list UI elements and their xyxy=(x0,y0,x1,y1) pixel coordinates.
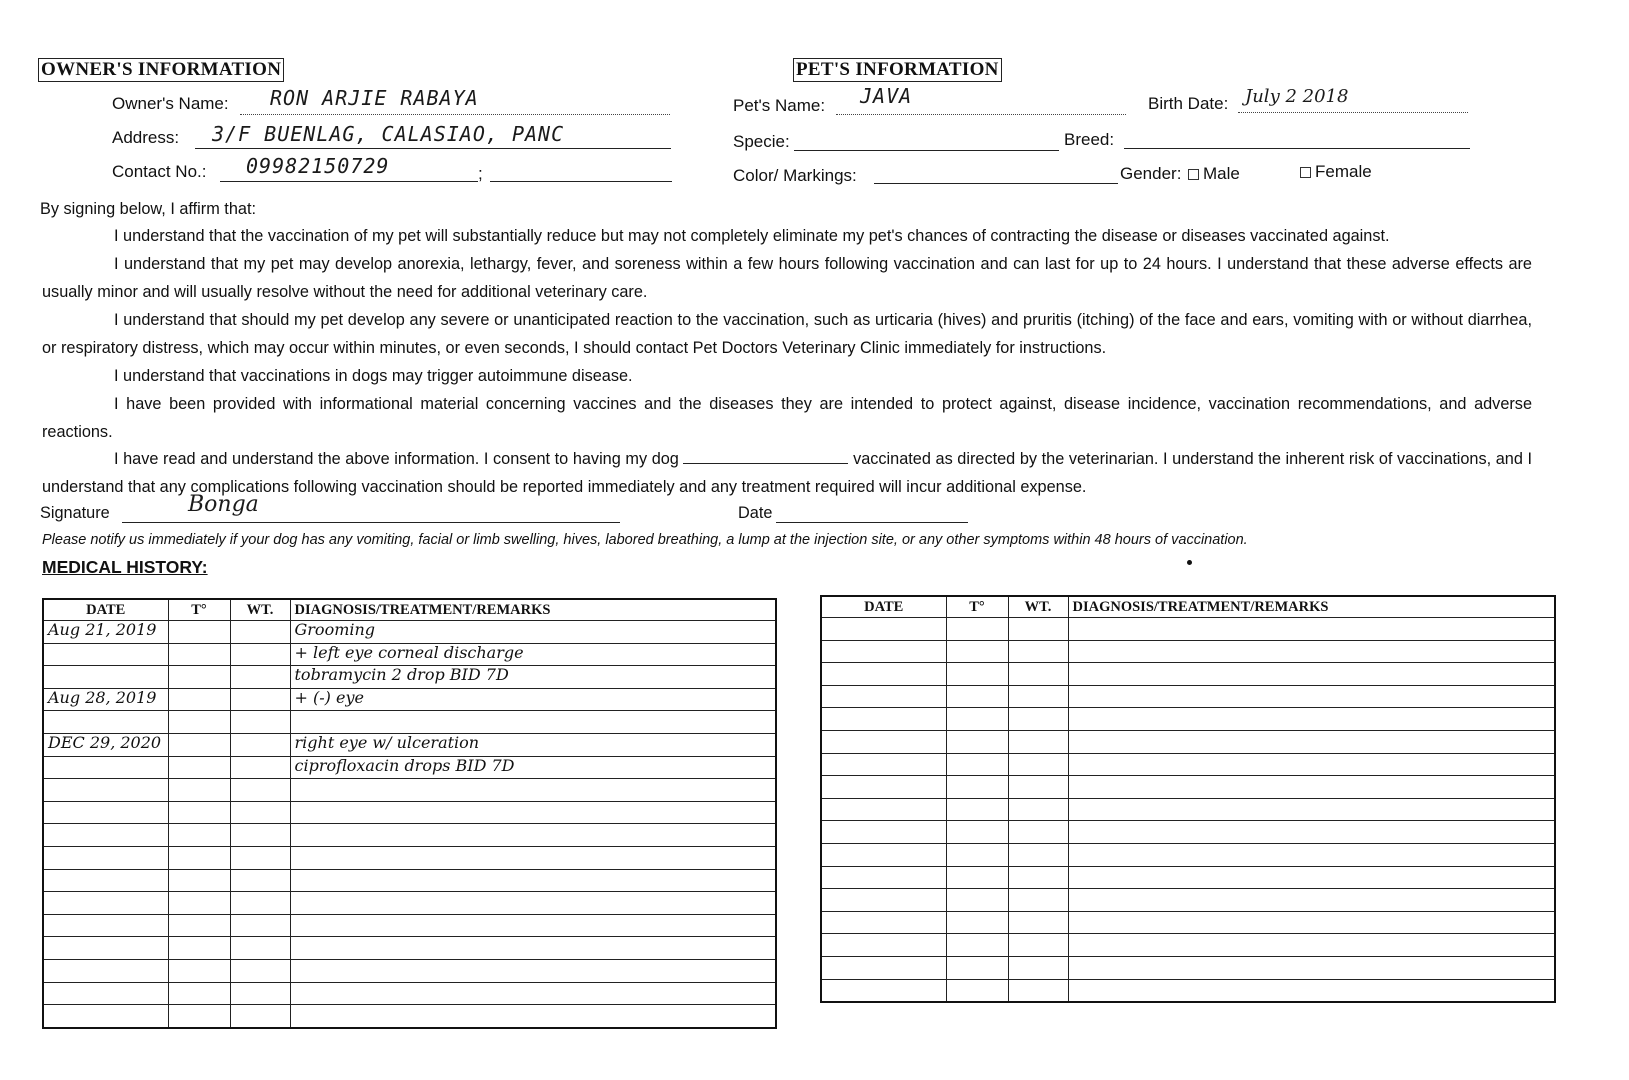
date-cell[interactable]: Aug 28, 2019 xyxy=(43,688,168,711)
table-row xyxy=(43,846,776,869)
table-row xyxy=(43,688,776,711)
weight-cell[interactable] xyxy=(1008,753,1068,776)
date-cell[interactable] xyxy=(43,914,168,937)
contact-line-1 xyxy=(220,181,478,182)
date-cell[interactable] xyxy=(821,821,946,844)
diagnosis-column-header: DIAGNOSIS/TREATMENT/REMARKS xyxy=(1068,596,1555,618)
consent-paragraph-3: I understand that should my pet develop any severe or unanticipated reaction to the vaccination, such as urticaria (hives) and pruritis (itching) of the face and ears, vomiting with or without diarrhea, or respiratory distress, which may occur within minutes, or even seconds, I should contact Pet Doctors Veterinary Clinic immediately for instructions. xyxy=(42,311,1532,357)
weight-cell[interactable] xyxy=(230,711,290,734)
temperature-cell[interactable] xyxy=(946,934,1008,957)
weight-cell[interactable] xyxy=(1008,889,1068,912)
temperature-cell[interactable] xyxy=(946,618,1008,641)
contact-value[interactable]: 09982150729 xyxy=(246,154,390,178)
date-column-header: DATE xyxy=(43,599,168,621)
date-cell[interactable] xyxy=(821,934,946,957)
table-row xyxy=(821,640,1555,663)
temperature-cell[interactable] xyxy=(946,821,1008,844)
date-cell[interactable] xyxy=(43,779,168,802)
date-cell[interactable] xyxy=(821,911,946,934)
weight-cell[interactable] xyxy=(230,779,290,802)
diagnosis-cell[interactable] xyxy=(1068,618,1555,641)
weight-cell[interactable] xyxy=(1008,911,1068,934)
weight-cell[interactable] xyxy=(230,688,290,711)
date-cell[interactable] xyxy=(43,846,168,869)
weight-cell[interactable] xyxy=(230,621,290,644)
table-row xyxy=(43,869,776,892)
weight-cell[interactable] xyxy=(230,733,290,756)
table-row xyxy=(821,708,1555,731)
temperature-cell[interactable] xyxy=(946,708,1008,731)
diagnosis-cell[interactable] xyxy=(290,846,776,869)
weight-cell[interactable] xyxy=(230,959,290,982)
table-row xyxy=(821,776,1555,799)
diagnosis-cell[interactable] xyxy=(290,1005,776,1028)
date-cell[interactable] xyxy=(821,843,946,866)
diagnosis-cell[interactable] xyxy=(1068,821,1555,844)
temperature-cell[interactable] xyxy=(168,1005,230,1028)
color-markings-label: Color/ Markings: xyxy=(733,166,857,185)
address-value[interactable]: 3/F BUENLAG, CALASIAO, PANC xyxy=(212,122,565,146)
temperature-cell[interactable] xyxy=(168,937,230,960)
medical-history-title: MEDICAL HISTORY: xyxy=(42,557,208,577)
gender-female-label: Female xyxy=(1315,162,1372,181)
table-row xyxy=(821,821,1555,844)
table-row xyxy=(821,618,1555,641)
date-line[interactable] xyxy=(776,522,968,523)
weight-cell[interactable] xyxy=(230,643,290,666)
date-cell[interactable] xyxy=(43,824,168,847)
table-row xyxy=(821,934,1555,957)
address-line xyxy=(195,148,671,149)
diagnosis-cell[interactable] xyxy=(1068,663,1555,686)
diagnosis-cell[interactable]: ciprofloxacin drops BID 7D xyxy=(290,756,776,779)
table-row xyxy=(43,1005,776,1028)
temperature-cell[interactable] xyxy=(168,892,230,915)
diagnosis-cell[interactable]: Grooming xyxy=(290,621,776,644)
consent-intro: By signing below, I affirm that: xyxy=(40,200,256,218)
signature-line[interactable] xyxy=(122,522,620,523)
signature-label: Signature xyxy=(40,504,110,522)
temperature-cell[interactable] xyxy=(946,640,1008,663)
contact-label: Contact No.: xyxy=(112,162,207,181)
weight-cell[interactable] xyxy=(230,914,290,937)
date-cell[interactable] xyxy=(821,956,946,979)
table-row xyxy=(43,643,776,666)
date-cell[interactable] xyxy=(43,643,168,666)
table-row xyxy=(821,753,1555,776)
gender-male-label: Male xyxy=(1203,164,1240,183)
signature-value: Bonga xyxy=(188,492,259,517)
temperature-cell[interactable] xyxy=(946,730,1008,753)
date-cell[interactable] xyxy=(821,618,946,641)
diagnosis-cell[interactable] xyxy=(290,937,776,960)
diagnosis-cell[interactable] xyxy=(290,779,776,802)
table-row xyxy=(43,801,776,824)
table-header-row xyxy=(821,596,1555,618)
notice-text: Please notify us immediately if your dog has any vomiting, facial or limb swelling, hives, labored breathing, a lump at the injection site, or any other symptoms within 48 hours of vaccination. xyxy=(42,532,1248,548)
date-cell[interactable] xyxy=(821,866,946,889)
diagnosis-cell[interactable] xyxy=(290,711,776,734)
weight-cell[interactable] xyxy=(1008,685,1068,708)
date-cell[interactable] xyxy=(43,937,168,960)
table-row xyxy=(43,711,776,734)
gender-male-option[interactable] xyxy=(1188,164,1240,184)
weight-cell[interactable] xyxy=(1008,843,1068,866)
diagnosis-cell[interactable] xyxy=(1068,730,1555,753)
table-row xyxy=(821,685,1555,708)
owner-section-title: OWNER'S INFORMATION xyxy=(38,58,284,82)
temperature-cell[interactable] xyxy=(168,756,230,779)
weight-cell[interactable] xyxy=(230,982,290,1005)
weight-cell[interactable] xyxy=(230,869,290,892)
table-row xyxy=(43,756,776,779)
weight-cell[interactable] xyxy=(1008,708,1068,731)
date-cell[interactable] xyxy=(43,711,168,734)
temperature-cell[interactable] xyxy=(168,869,230,892)
table-row xyxy=(43,892,776,915)
date-cell[interactable]: Aug 21, 2019 xyxy=(43,621,168,644)
specie-label: Specie: xyxy=(733,132,790,151)
diagnosis-cell[interactable] xyxy=(1068,798,1555,821)
diagnosis-cell[interactable]: tobramycin 2 drop BID 7D xyxy=(290,666,776,689)
date-cell[interactable] xyxy=(43,1005,168,1028)
date-cell[interactable] xyxy=(821,640,946,663)
weight-cell[interactable] xyxy=(1008,821,1068,844)
address-label: Address: xyxy=(112,128,180,147)
owner-name-line xyxy=(240,114,670,115)
date-cell[interactable] xyxy=(43,756,168,779)
diagnosis-cell[interactable] xyxy=(290,982,776,1005)
table-row xyxy=(43,914,776,937)
temperature-cell[interactable] xyxy=(168,621,230,644)
date-cell[interactable] xyxy=(821,730,946,753)
temperature-cell[interactable] xyxy=(946,685,1008,708)
specie-line[interactable] xyxy=(794,150,1059,151)
color-markings-line[interactable] xyxy=(874,183,1118,184)
diagnosis-cell[interactable] xyxy=(1068,866,1555,889)
pet-name-label: Pet's Name: xyxy=(733,96,826,115)
table-row xyxy=(821,889,1555,912)
diagnosis-cell[interactable] xyxy=(1068,685,1555,708)
date-label: Date xyxy=(738,504,773,522)
table-row xyxy=(43,779,776,802)
diagnosis-cell[interactable] xyxy=(1068,934,1555,957)
diagnosis-cell[interactable] xyxy=(290,914,776,937)
table-row xyxy=(821,911,1555,934)
temperature-cell[interactable] xyxy=(946,889,1008,912)
table-row xyxy=(43,733,776,756)
table-row xyxy=(43,666,776,689)
date-cell[interactable] xyxy=(821,753,946,776)
diagnosis-cell[interactable] xyxy=(1068,776,1555,799)
breed-label: Breed: xyxy=(1064,130,1115,149)
table-row xyxy=(821,866,1555,889)
table-row xyxy=(43,824,776,847)
diagnosis-column-header: DIAGNOSIS/TREATMENT/REMARKS xyxy=(290,599,776,621)
medical-history-table-right xyxy=(820,595,1556,1003)
weight-cell[interactable] xyxy=(1008,730,1068,753)
diagnosis-cell[interactable]: + (-) eye xyxy=(290,688,776,711)
medical-history-table-left xyxy=(42,598,777,1029)
temperature-cell[interactable] xyxy=(946,911,1008,934)
consent-p6-start: I have read and understand the above information. I consent to having my dog xyxy=(114,450,679,468)
diagnosis-cell[interactable] xyxy=(290,869,776,892)
weight-cell[interactable] xyxy=(230,666,290,689)
diagnosis-cell[interactable] xyxy=(1068,753,1555,776)
date-cell[interactable]: DEC 29, 2020 xyxy=(43,733,168,756)
table-row xyxy=(43,982,776,1005)
weight-cell[interactable] xyxy=(1008,956,1068,979)
temperature-cell[interactable] xyxy=(168,688,230,711)
diagnosis-cell[interactable]: right eye w/ ulceration xyxy=(290,733,776,756)
weight-cell[interactable] xyxy=(230,937,290,960)
breed-line[interactable] xyxy=(1124,148,1470,149)
temperature-column-header: T° xyxy=(168,599,230,621)
pet-name-value[interactable]: JAVA xyxy=(860,84,913,108)
table-header-row xyxy=(43,599,776,621)
date-cell[interactable] xyxy=(821,708,946,731)
temperature-cell[interactable] xyxy=(168,779,230,802)
female-checkbox[interactable] xyxy=(1300,167,1311,178)
dog-name-blank[interactable] xyxy=(683,449,848,464)
diagnosis-cell[interactable] xyxy=(1068,843,1555,866)
date-cell[interactable] xyxy=(821,663,946,686)
ink-dot xyxy=(1187,560,1192,565)
weight-cell[interactable] xyxy=(230,892,290,915)
temperature-cell[interactable] xyxy=(946,776,1008,799)
consent-paragraph-6 xyxy=(42,445,1532,501)
date-cell[interactable] xyxy=(821,979,946,1002)
diagnosis-cell[interactable] xyxy=(1068,708,1555,731)
weight-cell[interactable] xyxy=(1008,934,1068,957)
contact-separator: ; xyxy=(478,164,483,183)
date-cell[interactable] xyxy=(43,801,168,824)
table-row xyxy=(821,843,1555,866)
temperature-cell[interactable] xyxy=(946,956,1008,979)
birth-date-line xyxy=(1238,112,1468,113)
table-row xyxy=(821,798,1555,821)
temperature-cell[interactable] xyxy=(946,843,1008,866)
gender-female-option[interactable] xyxy=(1300,162,1372,182)
birth-date-value[interactable]: July 2 2018 xyxy=(1245,86,1349,107)
table-row xyxy=(821,663,1555,686)
table-row xyxy=(821,956,1555,979)
pet-section-title: PET'S INFORMATION xyxy=(793,58,1002,82)
diagnosis-cell[interactable]: + left eye corneal discharge xyxy=(290,643,776,666)
date-cell[interactable] xyxy=(43,982,168,1005)
date-cell[interactable] xyxy=(821,685,946,708)
consent-paragraph-4: I understand that vaccinations in dogs may trigger autoimmune disease. xyxy=(114,367,633,385)
date-cell[interactable] xyxy=(43,869,168,892)
date-cell[interactable] xyxy=(821,776,946,799)
temperature-cell[interactable] xyxy=(168,666,230,689)
diagnosis-cell[interactable] xyxy=(1068,979,1555,1002)
date-cell[interactable] xyxy=(821,889,946,912)
contact-line-2[interactable] xyxy=(490,181,672,182)
temperature-cell[interactable] xyxy=(168,643,230,666)
weight-cell[interactable] xyxy=(1008,866,1068,889)
weight-cell[interactable] xyxy=(1008,798,1068,821)
birth-date-label: Birth Date: xyxy=(1148,94,1229,113)
weight-cell[interactable] xyxy=(230,846,290,869)
weight-column-header: WT. xyxy=(230,599,290,621)
male-checkbox[interactable] xyxy=(1188,169,1199,180)
temperature-cell[interactable] xyxy=(168,824,230,847)
diagnosis-cell[interactable] xyxy=(1068,640,1555,663)
weight-cell[interactable] xyxy=(230,1005,290,1028)
temperature-cell[interactable] xyxy=(946,979,1008,1002)
owner-name-value[interactable]: RON ARJIE RABAYA xyxy=(270,86,479,110)
consent-paragraph-1: I understand that the vaccination of my pet will substantially reduce but may not completely eliminate my pet's chances of contracting the disease or diseases vaccinated against. xyxy=(114,227,1390,245)
date-cell[interactable] xyxy=(43,666,168,689)
temperature-cell[interactable] xyxy=(946,798,1008,821)
weight-cell[interactable] xyxy=(1008,979,1068,1002)
temperature-cell[interactable] xyxy=(168,846,230,869)
weight-cell[interactable] xyxy=(230,824,290,847)
table-row xyxy=(43,937,776,960)
owner-name-label: Owner's Name: xyxy=(112,94,229,113)
date-column-header: DATE xyxy=(821,596,946,618)
temperature-cell[interactable] xyxy=(168,733,230,756)
date-cell[interactable] xyxy=(43,959,168,982)
consent-paragraph-5: I have been provided with informational material concerning vaccines and the diseases they are intended to protect against, disease incidence, vaccination recommendations, and adverse reactions. xyxy=(42,395,1532,441)
consent-p6-end: vaccinated as directed by the veterinarian. I understand the inherent risk of vaccinations, and I understand that any complications following vaccination should be reported immediately and any treatment required will incur additional expense. xyxy=(42,450,1533,496)
temperature-column-header: T° xyxy=(946,596,1008,618)
table-row xyxy=(821,979,1555,1002)
date-cell[interactable] xyxy=(821,798,946,821)
temperature-cell[interactable] xyxy=(168,982,230,1005)
table-row xyxy=(821,730,1555,753)
diagnosis-cell[interactable] xyxy=(290,892,776,915)
gender-label: Gender: xyxy=(1120,164,1182,183)
temperature-cell[interactable] xyxy=(168,959,230,982)
temperature-cell[interactable] xyxy=(168,914,230,937)
pet-name-line xyxy=(836,114,1126,115)
weight-cell[interactable] xyxy=(1008,663,1068,686)
diagnosis-cell[interactable] xyxy=(1068,889,1555,912)
diagnosis-cell[interactable] xyxy=(1068,911,1555,934)
temperature-cell[interactable] xyxy=(168,711,230,734)
diagnosis-cell[interactable] xyxy=(290,959,776,982)
diagnosis-cell[interactable] xyxy=(1068,956,1555,979)
weight-cell[interactable] xyxy=(1008,640,1068,663)
weight-cell[interactable] xyxy=(230,801,290,824)
consent-paragraph-2: I understand that my pet may develop anorexia, lethargy, fever, and soreness within a few hours following vaccination and can last for up to 24 hours. I understand that these adverse effects are usually minor and will usually resolve without the need for additional veterinary care. xyxy=(42,255,1532,301)
weight-cell[interactable] xyxy=(230,756,290,779)
temperature-cell[interactable] xyxy=(946,663,1008,686)
weight-column-header: WT. xyxy=(1008,596,1068,618)
diagnosis-cell[interactable] xyxy=(290,801,776,824)
table-row xyxy=(43,621,776,644)
temperature-cell[interactable] xyxy=(946,753,1008,776)
diagnosis-cell[interactable] xyxy=(290,824,776,847)
date-cell[interactable] xyxy=(43,892,168,915)
table-row xyxy=(43,959,776,982)
temperature-cell[interactable] xyxy=(168,801,230,824)
weight-cell[interactable] xyxy=(1008,618,1068,641)
temperature-cell[interactable] xyxy=(946,866,1008,889)
weight-cell[interactable] xyxy=(1008,776,1068,799)
